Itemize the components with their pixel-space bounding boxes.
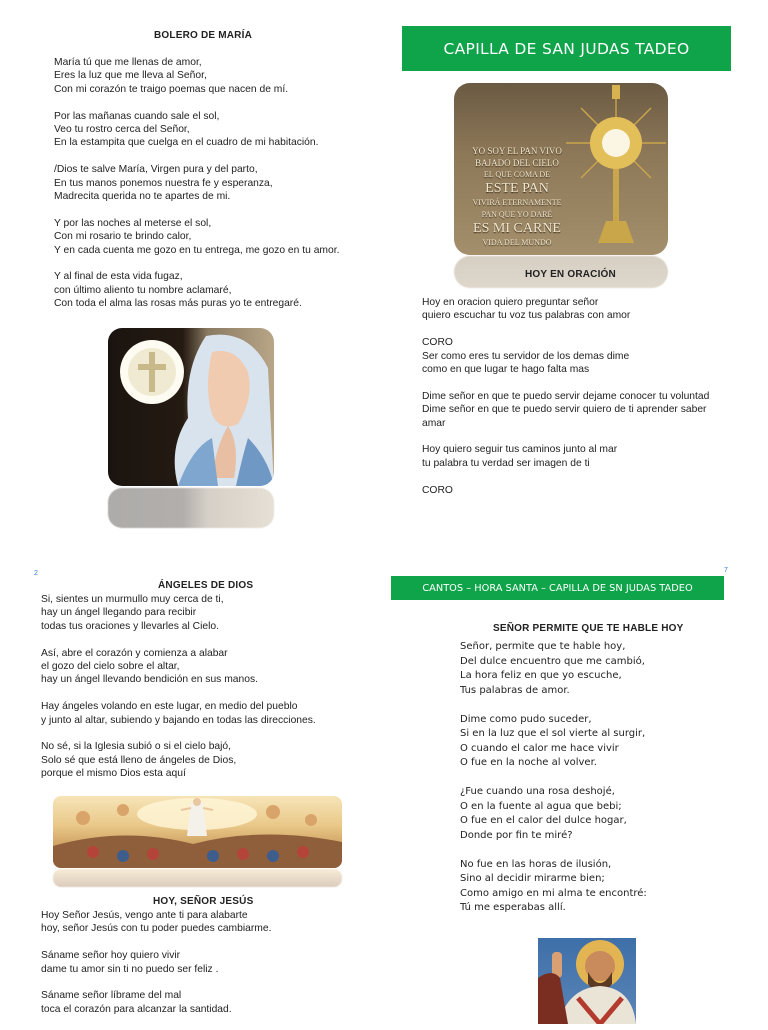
eucharist-line: EL QUE COMA DE [483, 170, 551, 179]
saint-jude-illustration [538, 938, 636, 1024]
capilla-header: CAPILLA DE SAN JUDAS TADEO [402, 26, 731, 71]
eucharist-line: PAN QUE YO DARÉ [481, 210, 553, 219]
eucharist-image [454, 83, 668, 255]
bolero-stanza: Por las mañanas cuando sale el sol, Veo tu rostro cerca del Señor, En la estampita que cuelga en el cuadro de mi habitación. [54, 110, 319, 149]
virgin-mary-illustration [108, 328, 274, 486]
eucharist-line: VIVIRÁ ETERNAMENTE [472, 198, 562, 207]
hoy-oracion-title: HOY EN ORACIÓN [525, 269, 616, 280]
senor-permite-stanza: ¿Fue cuando una rosa deshojé, O en la fuente al agua que bebi; O fue en el calor del dulce hogar, Donde por fin te miré? [460, 786, 627, 841]
hoy-senor-stanza: Sáname señor hoy quiero vivir dame tu amor sin ti no puedo ser feliz . [41, 950, 219, 975]
ascension-reflection [53, 869, 342, 887]
hoy-oracion-stanza: Hoy en oracion quiero preguntar señor quiero escuchar tu voz tus palabras con amor [422, 297, 631, 322]
hoy-oracion-lyrics [422, 296, 742, 510]
ascension-illustration [53, 796, 342, 868]
hoy-oracion-stanza: CORO Ser como eres tu servidor de los demas dime como en que lugar te hago falta mas [422, 337, 630, 376]
eucharist-line: VIDA DEL MUNDO [482, 238, 552, 247]
eucharist-line: ESTE PAN [485, 181, 549, 196]
angeles-stanza: Si, sientes un murmullo muy cerca de ti, hay un ángel llegando para recibir todas tus oraciones y llevarles al Cielo. [41, 594, 224, 632]
hoy-senor-stanza: Hoy Señor Jesús, vengo ante ti para alabarte hoy, señor Jesús con tu poder puedes cambiarme. [41, 910, 272, 935]
hoy-oracion-stanza: Hoy quiero seguir tus caminos junto al mar tu palabra tu verdad ser imagen de ti [422, 444, 618, 469]
eucharist-line: ES MI CARNE [473, 221, 561, 236]
hoy-senor-lyrics [41, 909, 371, 1030]
bolero-lyrics [54, 56, 374, 324]
bolero-title: BOLERO DE MARÍA [154, 30, 252, 41]
angeles-title: ÁNGELES DE DIOS [158, 580, 254, 591]
angeles-stanza: Así, abre el corazón y comienza a alabar el gozo del cielo sobre el altar, hay un ángel llevando bendición en sus manos. [41, 647, 258, 686]
saint-jude-image [538, 938, 636, 1024]
senor-permite-stanza: No fue en las horas de ilusión, Sino al decidir mirarme bien; Como amigo en mi alma te encontré: Tú me esperabas allí. [460, 858, 647, 913]
page-number-left: 2 [34, 570, 38, 577]
virgin-mary-image [108, 328, 274, 486]
senor-permite-stanza: Señor, permite que te hable hoy, Del dulce encuentro que me cambió, La hora feliz en que yo escuche, Tus palabras de amor. [460, 641, 645, 696]
bolero-stanza: Y por las noches al meterse el sol, Con mi rosario te brindo calor, Y en cada cuenta me gozo en tu entrega, me gozo en tu amor. [54, 217, 340, 256]
hoy-senor-title: HOY, SEÑOR JESÚS [153, 896, 254, 907]
senor-permite-stanza: Dime como pudo suceder, Si en la luz que el sol vierte al surgir, O cuando el calor me hace vivir O fue en la noche al volver. [460, 713, 646, 768]
angeles-stanza: Hay ángeles volando en este lugar, en medio del pueblo y junto al altar, subiendo y bajando en todas las direcciones. [41, 701, 316, 726]
bolero-stanza: María tú que me llenas de amor, Eres la luz que me lleva al Señor, Con mi corazón te traigo poemas que nacen de mí. [54, 57, 289, 95]
angeles-lyrics [41, 593, 371, 794]
page-number-right: 7 [724, 567, 728, 574]
hoy-oracion-stanza: CORO [422, 484, 453, 496]
hoy-oracion-stanza: Dime señor en que te puedo servir dejame conocer tu voluntad Dime señor en que te puedo servir quiero de ti aprender saber amar [422, 390, 710, 429]
eucharist-line: BAJADO DEL CIELO [475, 158, 559, 168]
cantos-header: CANTOS – HORA SANTA – CAPILLA DE SN JUDAS TADEO [391, 576, 724, 600]
senor-permite-lyrics [460, 640, 710, 930]
hoy-senor-stanza: Sáname señor líbrame del mal toca el corazón para alcanzar la santidad. [41, 990, 232, 1015]
ascension-image [53, 796, 342, 868]
eucharist-caption [462, 145, 572, 249]
eucharist-line: YO SOY EL PAN VIVO [472, 146, 562, 156]
bolero-stanza: Y al final de esta vida fugaz, con último aliento tu nombre aclamaré, Con toda el alma las rosas más puras yo te entregaré. [54, 271, 302, 310]
bolero-stanza: /Dios te salve María, Virgen pura y del parto, En tus manos ponemos nuestra fe y esperanza, Madrecita querida no te apartes de mi. [54, 164, 273, 203]
angeles-stanza: No sé, si la Iglesia subió o si el cielo bajó, Solo sé que está lleno de ángeles de Dios, porque el mismo Dios esta aquí [41, 741, 237, 780]
virgin-mary-reflection [108, 488, 274, 528]
senor-permite-title: SEÑOR PERMITE QUE TE HABLE HOY [493, 623, 684, 634]
